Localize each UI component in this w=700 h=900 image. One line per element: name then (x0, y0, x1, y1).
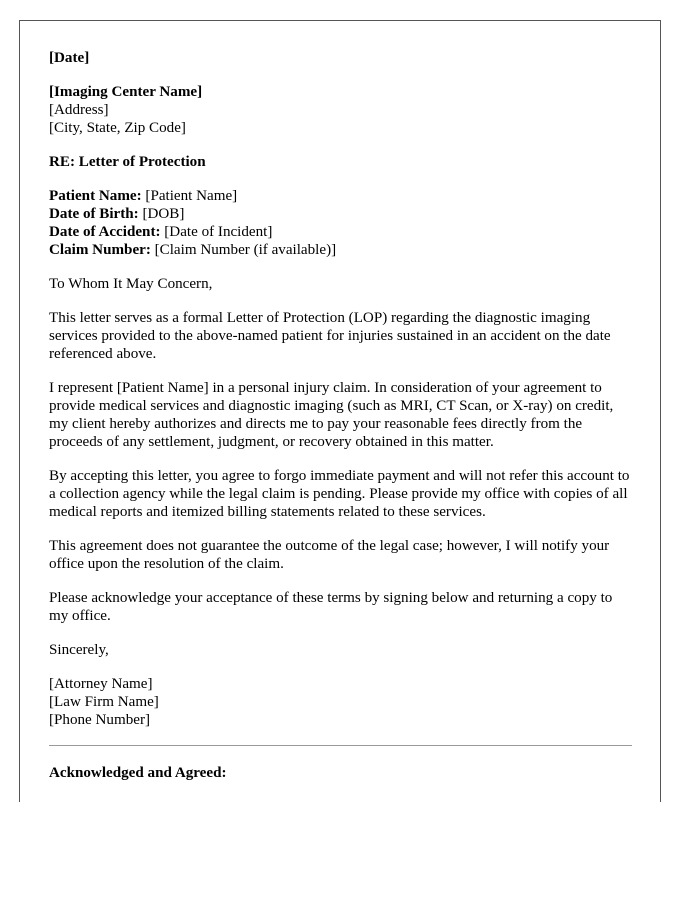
claim-number-value: [Claim Number (if available)] (150, 242, 337, 258)
recipient-city-state-zip: [City, State, Zip Code] (49, 120, 186, 136)
date-block (49, 49, 631, 67)
phone-number: [Phone Number] (49, 712, 151, 728)
claim-number-row (49, 241, 631, 259)
attorney-name: [Attorney Name] (49, 676, 153, 692)
dob-row (49, 205, 631, 223)
claim-number-label: Claim Number: (49, 242, 151, 258)
signature-block (49, 675, 631, 729)
patient-name-row (49, 187, 631, 205)
letter-subject: RE: Letter of Protection (49, 154, 206, 170)
salutation: To Whom It May Concern, (49, 276, 213, 292)
section-divider (49, 745, 632, 746)
recipient-name: [Imaging Center Name] (49, 84, 203, 100)
dob-label: Date of Birth: (49, 206, 139, 222)
body-paragraph: This agreement does not guarantee the outcome of the legal case; however, I will notify your office upon the resolution of the claim. (49, 538, 610, 572)
recipient-block (49, 83, 631, 137)
dob-value: [DOB] (138, 206, 185, 222)
body-paragraph: I represent [Patient Name] in a personal injury claim. In consideration of your agreement to provide medical services and diagnostic imaging (such as MRI, CT Scan, or X-ray) on credit, my client hereby authorizes and directs me to pay your reasonable fees directly from the proceeds of any settlement, judgment, or recovery obtained in this matter. (49, 380, 614, 450)
letter-page (19, 20, 661, 802)
patient-name-label: Patient Name: (49, 188, 142, 204)
acknowledgement-heading: Acknowledged and Agreed: (49, 765, 227, 781)
accident-date-label: Date of Accident: (49, 224, 161, 240)
acknowledgement-block (49, 764, 631, 782)
body-paragraph: This letter serves as a formal Letter of Protection (LOP) regarding the diagnostic imaging services provided to the above-named patient for injuries sustained in an accident on the date referenced above. (49, 310, 611, 362)
law-firm-name: [Law Firm Name] (49, 694, 159, 710)
recipient-address: [Address] (49, 102, 109, 118)
accident-date-row (49, 223, 631, 241)
letter-date: [Date] (49, 50, 90, 66)
accident-date-value: [Date of Incident] (160, 224, 273, 240)
closing: Sincerely, (49, 642, 109, 658)
body-paragraph: By accepting this letter, you agree to forgo immediate payment and will not refer this account to a collection agency while the legal claim is pending. Please provide my office with copies of all medical reports and itemized billing statements related to these services. (49, 468, 630, 520)
patient-info-block (49, 187, 631, 259)
patient-name-value: [Patient Name] (141, 188, 238, 204)
body-paragraph: Please acknowledge your acceptance of these terms by signing below and returning a copy to my office. (49, 590, 613, 624)
subject-block (49, 153, 631, 171)
